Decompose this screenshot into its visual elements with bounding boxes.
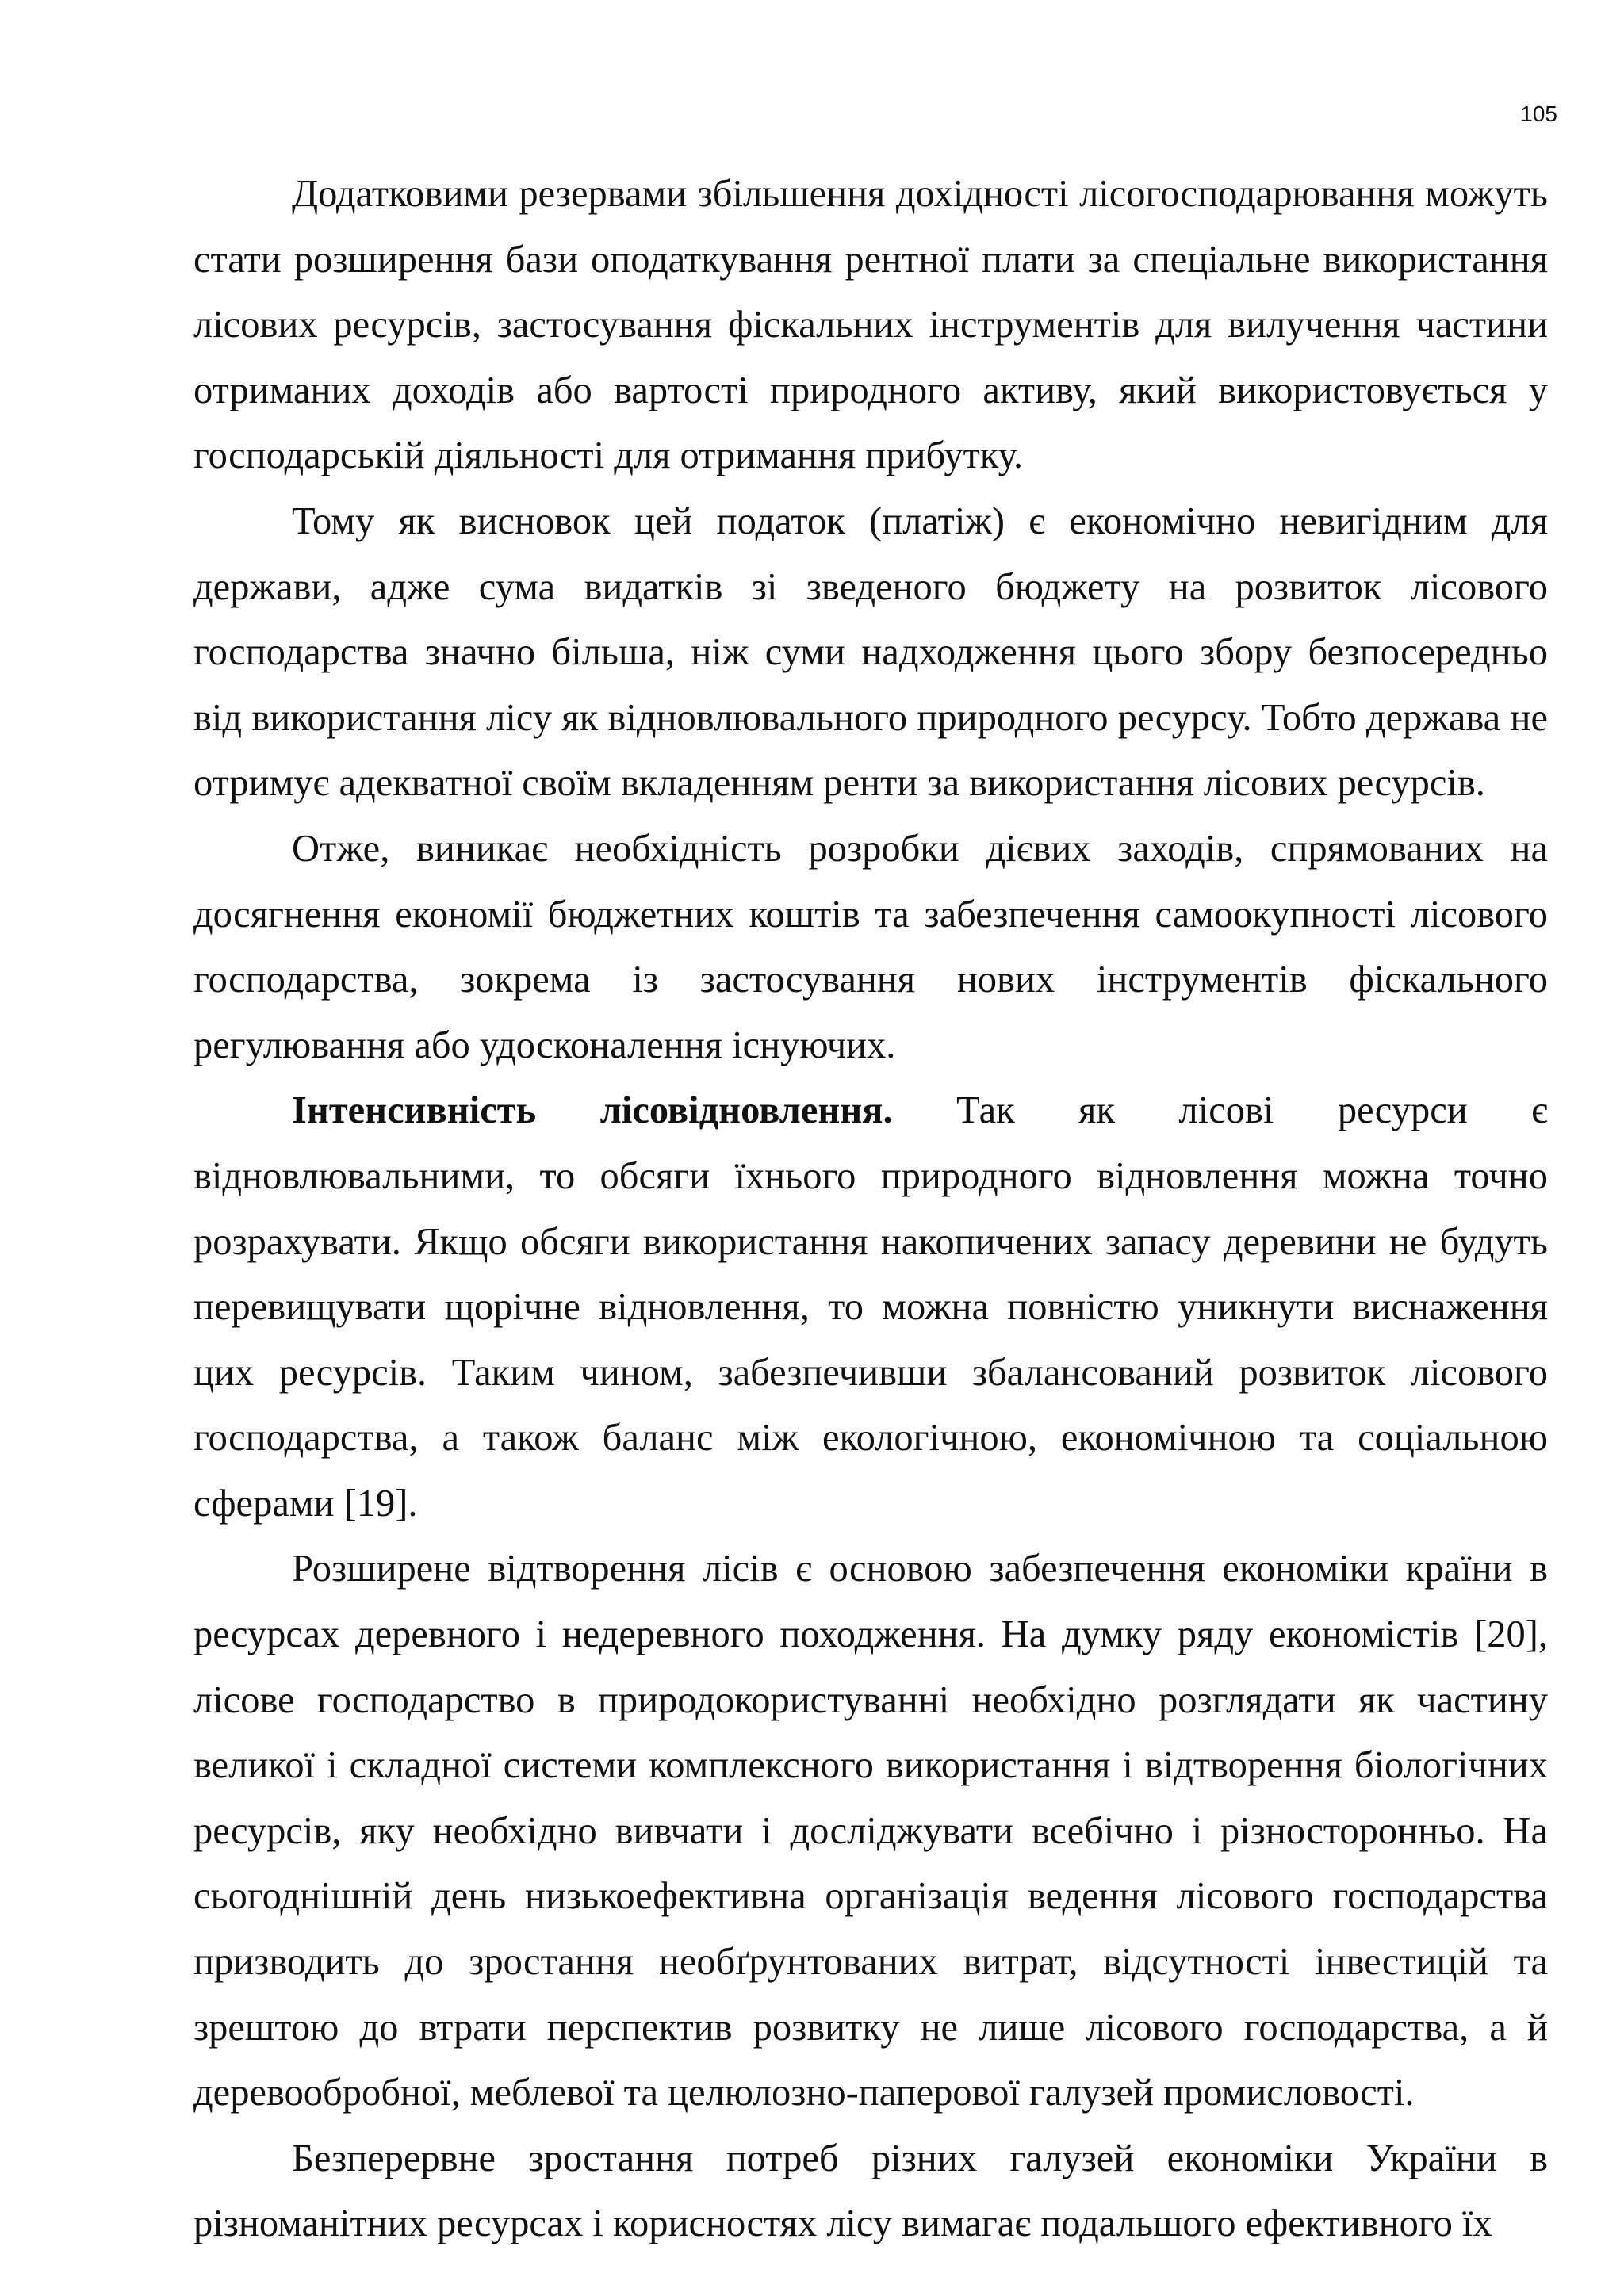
paragraph-text: Розширене відтворення лісів є основою забезпечення економіки країни в ресурсах деревного і недеревного походження. На думку ряду економістів [20], лісове господарство в природокористуванні необхідно розглядати як частину великої і складної системи комплексного використання і відтворення біологічних ресурсів, яку необхідно вивчати і досліджувати всебічно і різносторонньо. На сьогоднішній день низькоефективна організація ведення лісового господарства призводить до зростання необґрунтованих витрат, відсутності інвестицій та зрештою до втрати перспектив розвитку не лише лісового господарства, а й деревообробної, меблевої та целюлозно-паперової галузей промисловості. xyxy=(193,1548,1548,2114)
paragraph-4 xyxy=(193,1078,1548,1536)
paragraph-text: Отже, виникає необхідність розробки дієвих заходів, спрямованих на досягнення економії бюджетних коштів та забезпечення самоокупності лісового господарства, зокрема із застосування нових інструментів фіскального регулювання або удосконалення існуючих. xyxy=(193,827,1548,1066)
paragraph-5 xyxy=(193,1536,1548,2126)
section-heading: Інтенсивність лісовідновлення. xyxy=(292,1089,893,1132)
paragraph-3 xyxy=(193,817,1548,1078)
paragraph-text: Додатковими резервами збільшення дохідності лісогосподарювання можуть стати розширення бази оподаткування рентної плати за спеціальне використання лісових ресурсів, застосування фіскальних інструментів для вилучення частини отриманих доходів або вартості природного активу, який використовується у господарській діяльності для отримання прибутку. xyxy=(193,173,1548,477)
paragraph-text: Тому як висновок цей податок (платіж) є економічно невигідним для держави, адже сума видатків зі зведеного бюджету на розвиток лісового господарства значно більша, ніж суми надходження цього збору безпосередньо від використання лісу як відновлювального природного ресурсу. Тобто держава не отримує адекватної своїм вкладенням ренти за використання лісових ресурсів. xyxy=(193,499,1548,805)
page-number: 105 xyxy=(1520,101,1557,126)
paragraph-2 xyxy=(193,489,1548,817)
paragraph-6 xyxy=(193,2126,1548,2257)
body-text xyxy=(193,162,1548,2257)
paragraph-text: Безперервне зростання потреб різних галузей економіки України в різноманітних ресурсах і корисностях лісу вимагає подальшого ефективного їх xyxy=(193,2137,1548,2245)
paragraph-1 xyxy=(193,162,1548,489)
paragraph-text: Так як лісові ресурси є відновлювальними, то обсяги їхнього природного відновлення можна точно розрахувати. Якщо обсяги використання накопичених запасу деревини не будуть перевищувати щорічне відновлення, то можна повністю уникнути виснаження цих ресурсів. Таким чином, забезпечивши збалансований розвиток лісового господарства, а також баланс між екологічною, економічною та соціальною сферами [19]. xyxy=(193,1089,1548,1525)
